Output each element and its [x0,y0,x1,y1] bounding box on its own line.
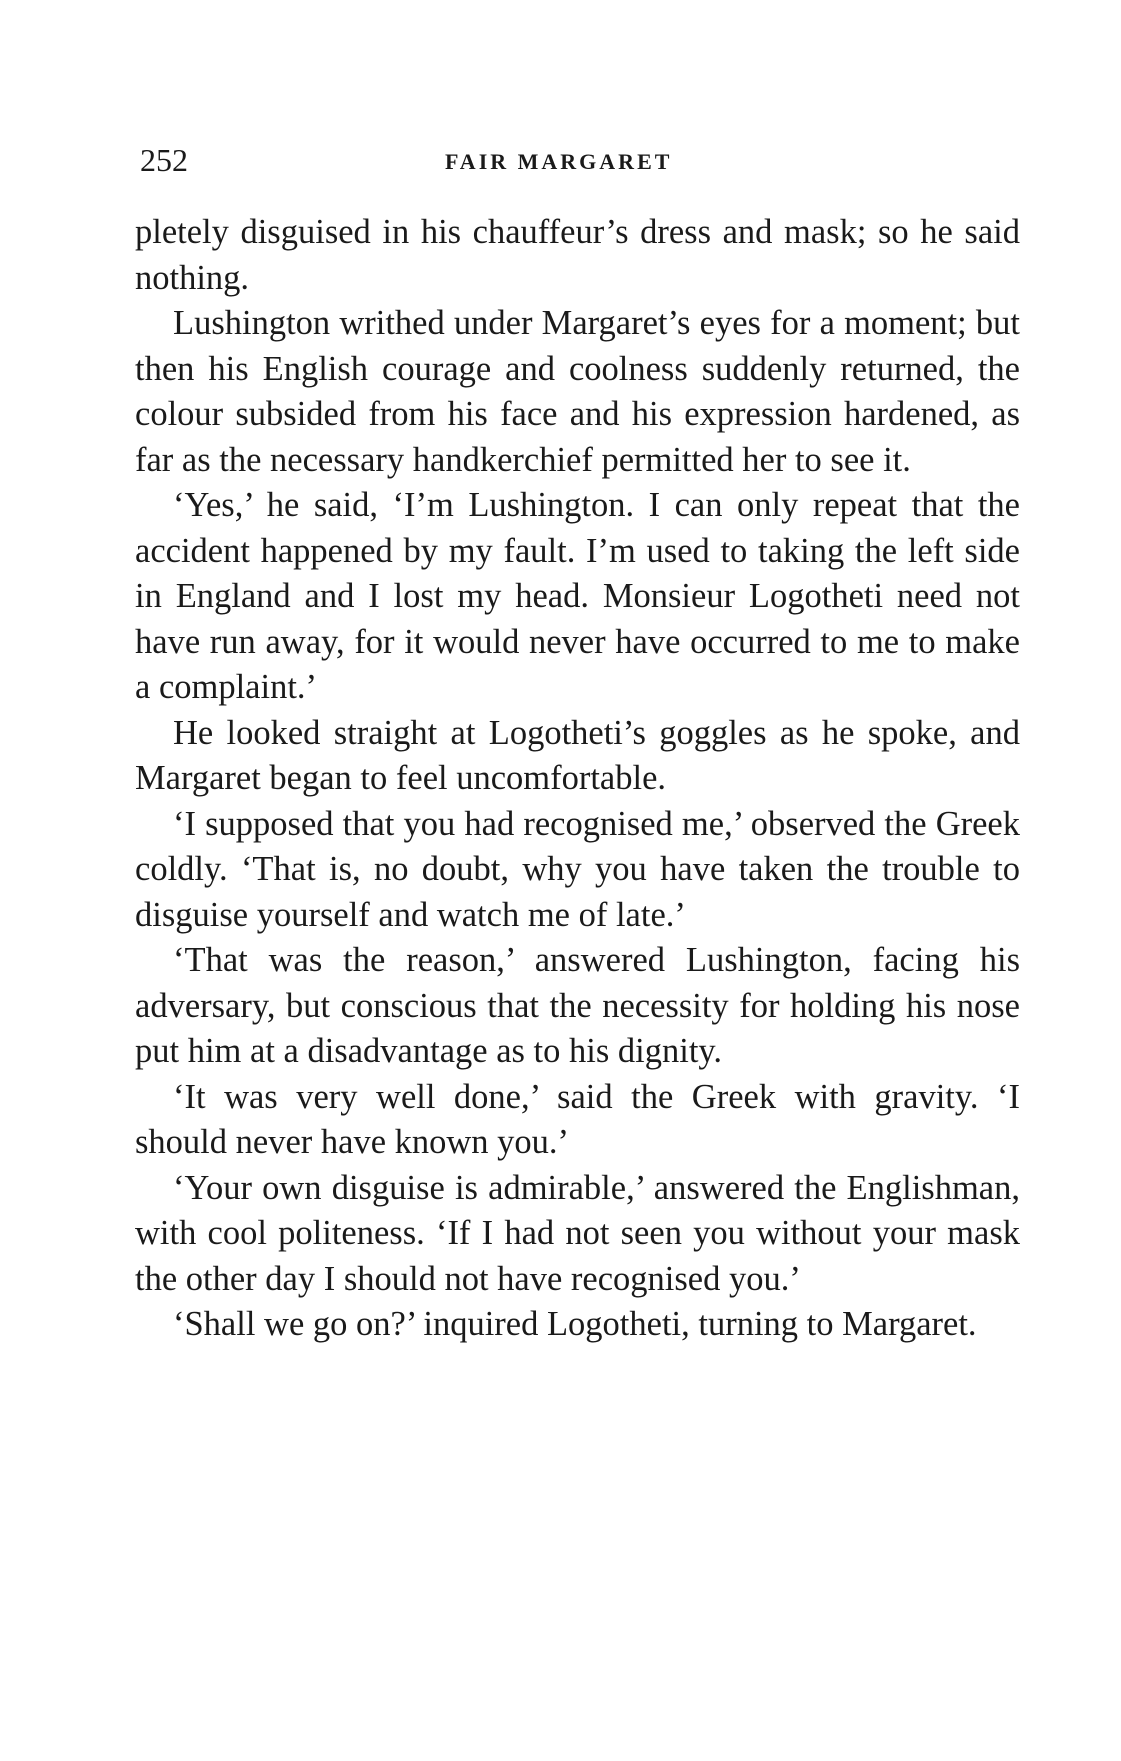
paragraph: ‘It was very well done,’ said the Greek with gravity. ‘I should never have known you.’ [135,1077,1020,1161]
page-number: 252 [140,142,188,178]
paragraph: ‘Yes,’ he said, ‘I’m Lushington. I can only repeat that the accident happened by my fault. I’m used to taking the left side in England and I lost my head. Monsieur Logotheti need not have run away, for it would never have occurred to me to make a complaint.’ [135,486,1020,706]
paragraph: ‘Shall we go on?’ inquired Logotheti, turning to Margaret. [173,1305,977,1343]
running-header [135,140,1020,180]
running-title: FAIR MARGARET [445,149,673,174]
paragraph: ‘I supposed that you had recognised me,’ observed the Greek coldly. ‘That is, no doubt, why you have taken the trouble to disguise yourself and watch me of late.’ [135,804,1020,934]
paragraph: ‘Your own disguise is admirable,’ answered the Englishman, with cool politeness. ‘If I had not seen you without your mask the other day I should not have recognised you.’ [135,1168,1020,1298]
paragraph: Lushington writhed under Margaret’s eyes for a moment; but then his English courage and coolness suddenly returned, the colour subsided from his face and his expression hardened, as far as the necessary handkerchief permitted her to see it. [135,304,1020,479]
paragraph: He looked straight at Logotheti’s goggles as he spoke, and Margaret began to feel uncomfortable. [135,713,1020,797]
body-text [135,210,1020,1348]
paragraph-continuation: pletely disguised in his chauffeur’s dress and mask; so he said nothing. [135,213,1020,297]
paragraph: ‘That was the reason,’ answered Lushington, facing his adversary, but conscious that the necessity for holding his nose put him at a disadvantage as to his dignity. [135,941,1020,1070]
book-page [135,140,1020,1348]
